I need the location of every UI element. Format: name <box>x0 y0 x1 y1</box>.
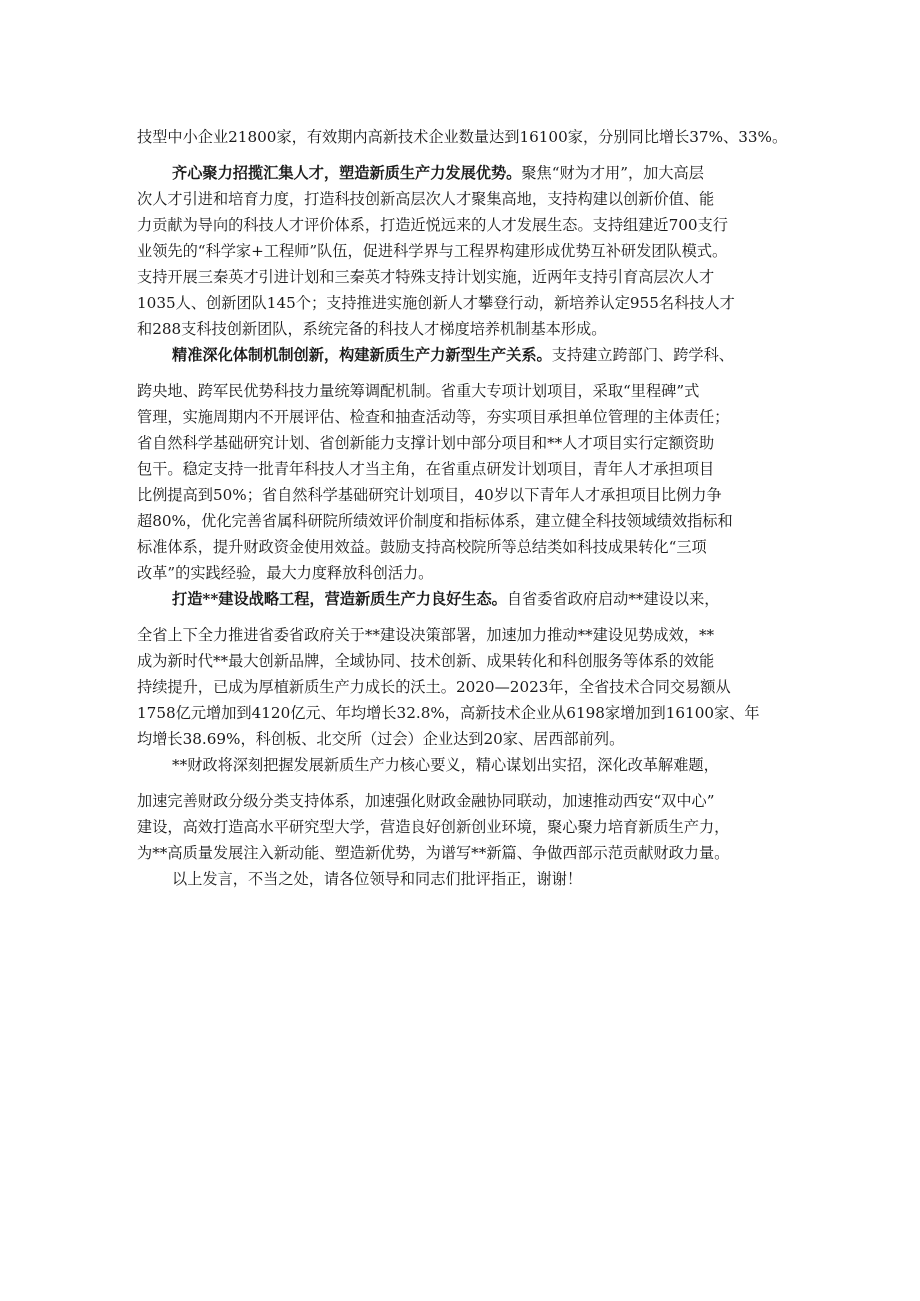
line-text: 次人才引进和培育力度，打造科技创新高层次人才聚集高地，支持构建以创新价值、能 <box>137 190 715 208</box>
text-line <box>137 508 797 534</box>
text-line <box>137 186 797 212</box>
line-text: 自省委省政府启动**建设以来， <box>506 590 720 608</box>
text-line <box>137 814 797 840</box>
line-text: 建设，高效打造高水平研究型大学，营造良好创新创业环境，聚心聚力培育新质生产力， <box>137 818 730 836</box>
line-text: 加速完善财政分级分类支持体系，加速强化财政金融协同联动，加速推动西安“双中心” <box>137 792 715 810</box>
line-text: 全省上下全力推进省委省政府关于**建设决策部署，加速加力推动**建设见势成效，** <box>137 626 715 644</box>
line-text: 持续提升，已成为厚植新质生产力成长的沃土。2020—2023年，全省技术合同交易额从 <box>137 678 731 696</box>
line-text: 改革”的实践经验，最大力度释放科创活力。 <box>137 564 434 582</box>
text-line <box>137 788 797 814</box>
text-line <box>137 378 797 404</box>
line-text: 支持建立跨部门、跨学科、 <box>551 346 734 364</box>
paragraph-heading: 精准深化体制机制创新，构建新质生产力新型生产关系。 <box>172 346 552 364</box>
line-text: 成为新时代**最大创新品牌，全域协同、技术创新、成果转化和科创服务等体系的效能 <box>137 652 715 670</box>
line-text: **财政将深刻把握发展新质生产力核心要义，精心谋划出实招，深化改革解难题， <box>172 756 719 774</box>
line-text: 跨央地、跨军民优势科技力量统筹调配机制。省重大专项计划项目，采取“里程碑”式 <box>137 382 700 400</box>
line-text: 比例提高到50%；省自然科学基础研究计划项目，40岁以下青年人才承担项目比例力争 <box>137 486 722 504</box>
text-line <box>137 264 797 290</box>
text-line <box>137 482 797 508</box>
text-line <box>172 160 797 186</box>
text-line <box>137 674 797 700</box>
line-text: 管理，实施周期内不开展评估、检查和抽查活动等，夯实项目承担单位管理的主体责任； <box>137 408 730 426</box>
paragraph-heading: 齐心聚力招揽汇集人才，塑造新质生产力发展优势。 <box>172 164 522 182</box>
line-text: 技型中小企业21800家，有效期内高新技术企业数量达到16100家，分别同比增长37%、33%。 <box>137 128 788 146</box>
line-text: 省自然科学基础研究计划、省创新能力支撑计划中部分项目和**人才项目实行定额资助 <box>137 434 715 452</box>
text-line <box>137 430 797 456</box>
line-text: 支持开展三秦英才引进计划和三秦英才特殊支持计划实施，近两年支持引育高层次人才 <box>137 268 715 286</box>
line-text: 力贡献为导向的科技人才评价体系，打造近悦远来的人才发展生态。支持组建近700支行 <box>137 216 728 234</box>
line-text: 超80%，优化完善省属科研院所绩效评价制度和指标体系，建立健全科技领域绩效指标和 <box>137 512 733 530</box>
text-line <box>172 586 797 612</box>
text-line <box>137 316 797 342</box>
text-line <box>137 290 797 316</box>
line-text: 标准体系，提升财政资金使用效益。鼓励支持高校院所等总结类如科技成果转化“三项 <box>137 538 707 556</box>
text-line <box>172 752 797 778</box>
line-text: 1035人、创新团队145个；支持推进实施创新人才攀登行动，新培养认定955名科技人才 <box>137 294 735 312</box>
paragraph-heading: 打造**建设战略工程，营造新质生产力良好生态。 <box>172 590 507 608</box>
text-line <box>172 866 797 892</box>
text-line <box>137 726 797 752</box>
text-line <box>137 212 797 238</box>
line-text: 聚焦“财为才用”，加大高层 <box>521 164 704 182</box>
text-line <box>137 534 797 560</box>
line-text: 业领先的“科学家+工程师”队伍，促进科学界与工程界构建形成优势互补研发团队模式。 <box>137 242 728 260</box>
text-line <box>137 648 797 674</box>
text-line <box>137 560 797 586</box>
line-text: 为**高质量发展注入新动能、塑造新优势，为谱写**新篇、争做西部示范贡献财政力量。 <box>137 844 730 862</box>
text-line <box>137 124 797 150</box>
text-line <box>137 238 797 264</box>
line-text: 和288支科技创新团队，系统完备的科技人才梯度培养机制基本形成。 <box>137 320 607 338</box>
text-line <box>137 456 797 482</box>
text-line <box>137 622 797 648</box>
text-line <box>137 404 797 430</box>
text-line <box>172 342 797 368</box>
line-text: 1758亿元增加到4120亿元、年均增长32.8%，高新技术企业从6198家增加到16100家、年 <box>137 704 760 722</box>
text-line <box>137 700 797 726</box>
line-text: 包干。稳定支持一批青年科技人才当主角，在省重点研发计划项目，青年人才承担项目 <box>137 460 715 478</box>
line-text: 以上发言，不当之处，请各位领导和同志们批评指正，谢谢！ <box>172 870 583 888</box>
line-text: 均增长38.69%，科创板、北交所（过会）企业达到20家、居西部前列。 <box>137 730 625 748</box>
text-line <box>137 840 797 866</box>
